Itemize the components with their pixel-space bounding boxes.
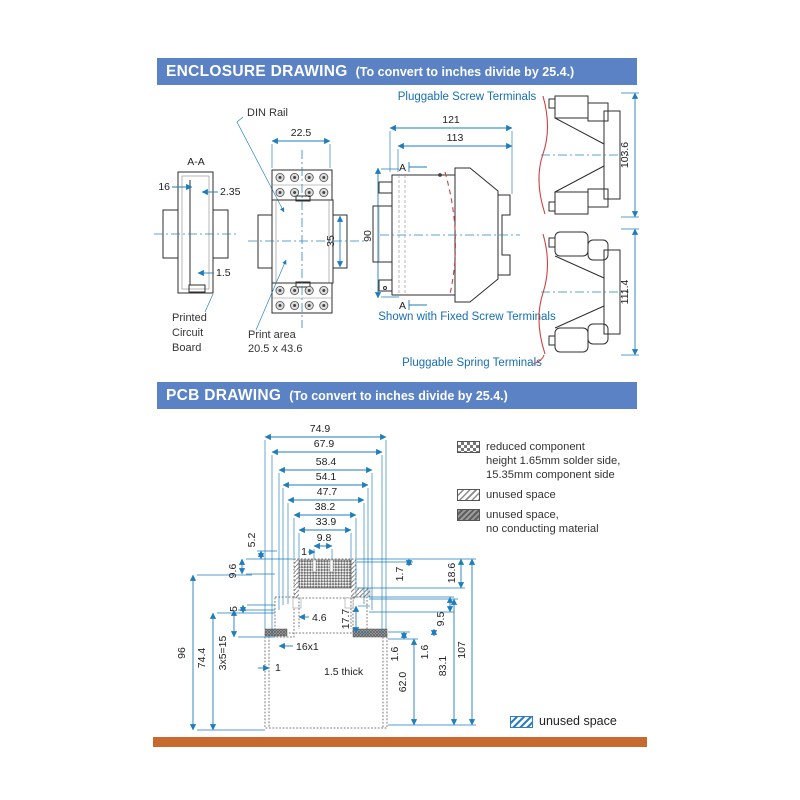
- blue-hatch-swatch: [510, 716, 533, 728]
- pattern-legend: [457, 440, 657, 542]
- svg-text:Print area: Print area: [248, 329, 296, 341]
- svg-text:47.7: 47.7: [316, 486, 338, 498]
- checker-swatch: [457, 441, 480, 453]
- unused-space-legend: unused space: [510, 714, 617, 728]
- svg-text:1.6: 1.6: [419, 644, 431, 660]
- label-screw-terminals: Pluggable Screw Terminals: [397, 91, 537, 103]
- dim-47-7: [288, 486, 364, 500]
- dim-111-4: [619, 229, 639, 355]
- dim-3x5-15: [217, 610, 234, 670]
- din-clip: [373, 206, 392, 262]
- enclosure-title: ENCLOSURE DRAWING: [166, 62, 348, 80]
- svg-text:20.5 x 43.6: 20.5 x 43.6: [248, 343, 303, 355]
- svg-text:54.1: 54.1: [315, 471, 337, 483]
- dim-9-6: [227, 559, 242, 578]
- svg-text:113: 113: [446, 132, 464, 144]
- dim-103-6: [619, 93, 639, 217]
- section-view-aa: [154, 156, 241, 354]
- dim-38-2: [294, 501, 356, 515]
- svg-text:35: 35: [325, 235, 337, 247]
- svg-text:1.5: 1.5: [216, 267, 231, 279]
- break-line: [539, 234, 548, 354]
- dim-16x1: [279, 641, 319, 653]
- svg-text:16x1: 16x1: [296, 641, 319, 653]
- svg-text:74.9: 74.9: [309, 423, 331, 435]
- note-thickness: 1.5 thick: [324, 666, 364, 678]
- pcb-body: [265, 633, 387, 728]
- svg-text:62.0: 62.0: [397, 671, 409, 693]
- dim-2-35: [202, 186, 241, 198]
- svg-text:111.4: 111.4: [619, 279, 631, 305]
- section-marker-top: [399, 162, 427, 174]
- pcb-subtitle: (To convert to inches divide by 25.4.): [289, 388, 508, 403]
- printed-circuit-board-caption: [172, 294, 213, 354]
- dim-67-9: [272, 438, 382, 452]
- dim-16: [158, 181, 192, 193]
- dim-96: [176, 575, 193, 730]
- svg-text:83.1: 83.1: [437, 655, 449, 677]
- svg-text:90: 90: [362, 230, 374, 242]
- svg-text:3x5=15: 3x5=15: [217, 635, 229, 671]
- svg-text:1: 1: [275, 662, 281, 674]
- dim-9-5: [435, 597, 450, 626]
- svg-text:16: 16: [158, 181, 170, 193]
- terminal-detail-screw: [539, 93, 639, 217]
- svg-text:107: 107: [456, 641, 468, 659]
- dim-1-5: [198, 267, 231, 279]
- dim-5: [228, 605, 243, 613]
- label-spring-terminals: Pluggable Spring Terminals: [402, 357, 542, 369]
- enclosure-subtitle: (To convert to inches divide by 25.4.): [355, 64, 575, 79]
- dim-121: [390, 114, 512, 194]
- unused-space-hatch: [353, 597, 367, 633]
- pcb-header-bar: [157, 382, 637, 409]
- svg-text:33.9: 33.9: [315, 516, 337, 528]
- dim-1-6-right: [419, 629, 434, 659]
- svg-text:38.2: 38.2: [314, 501, 336, 513]
- svg-text:4.6: 4.6: [312, 612, 327, 624]
- svg-text:1: 1: [301, 546, 307, 558]
- front-view: [237, 107, 399, 355]
- dim-slot-1: [301, 546, 315, 558]
- svg-text:2.35: 2.35: [220, 186, 241, 198]
- svg-text:9.8: 9.8: [316, 532, 332, 544]
- enclosure-drawing: [152, 88, 652, 380]
- svg-text:1.7: 1.7: [394, 566, 406, 582]
- pcb-title: PCB DRAWING: [166, 386, 282, 404]
- svg-text:9.5: 9.5: [435, 611, 447, 627]
- svg-text:Board: Board: [172, 342, 202, 354]
- svg-text:67.9: 67.9: [313, 438, 335, 450]
- svg-text:74.4: 74.4: [196, 647, 208, 669]
- label-fixed-note: Shown with Fixed Screw Terminals: [378, 311, 556, 323]
- dark-hatch-swatch: [457, 509, 480, 521]
- svg-text:A: A: [398, 300, 406, 312]
- terminal-detail-spring: [533, 229, 639, 364]
- svg-text:121: 121: [442, 114, 460, 126]
- dim-113: [398, 132, 512, 172]
- dim-18-6: [446, 559, 461, 588]
- svg-text:9.6: 9.6: [227, 563, 239, 579]
- dim-54-1: [283, 471, 368, 485]
- svg-text:22.5: 22.5: [290, 127, 312, 139]
- section-view-label: A-A: [187, 156, 205, 168]
- dim-4-6: [299, 612, 327, 624]
- svg-text:Circuit: Circuit: [172, 327, 204, 339]
- side-view: [373, 114, 520, 312]
- svg-text:103.6: 103.6: [619, 141, 631, 169]
- svg-text:5: 5: [228, 606, 240, 612]
- dim-1-7: [394, 559, 409, 581]
- dim-58-4: [279, 456, 372, 470]
- dim-107: [456, 559, 472, 725]
- legend-item-no-conducting: unused space, no conducting material: [457, 508, 657, 536]
- dim-90: [362, 168, 399, 298]
- dim-74-4: [196, 613, 213, 730]
- dim-22-5: [272, 127, 330, 168]
- dim-33-9: [299, 516, 351, 530]
- svg-text:5.2: 5.2: [246, 532, 258, 548]
- reduced-height-zone: [299, 560, 351, 588]
- svg-text:Printed: Printed: [172, 312, 207, 324]
- section-cut-line: [445, 172, 455, 294]
- dim-1-6-left: [389, 632, 404, 661]
- dim-74-9: [265, 423, 386, 437]
- enclosure-header-bar: [157, 58, 637, 85]
- svg-text:17.7: 17.7: [340, 608, 352, 630]
- legend-item-unused-space: unused space: [457, 488, 657, 502]
- footer-rule: [153, 737, 647, 747]
- svg-text:96: 96: [176, 647, 188, 659]
- svg-text:A: A: [398, 162, 406, 174]
- din-rail-label: DIN Rail: [247, 107, 288, 119]
- svg-text:1.6: 1.6: [389, 646, 401, 662]
- dim-5-2: [246, 533, 261, 559]
- unused-space-hatch: [351, 559, 356, 598]
- unused-space-hatch: [294, 559, 299, 598]
- svg-text:58.4: 58.4: [315, 456, 337, 468]
- no-conducting-zone: [265, 629, 287, 636]
- hatch-swatch: [457, 489, 480, 501]
- legend-item-reduced-height: reduced component height 1.65mm solder side, 15.35mm component side: [457, 440, 657, 482]
- svg-text:18.6: 18.6: [446, 562, 458, 584]
- dim-9-8: [314, 532, 332, 546]
- din-clip-top: [379, 182, 392, 193]
